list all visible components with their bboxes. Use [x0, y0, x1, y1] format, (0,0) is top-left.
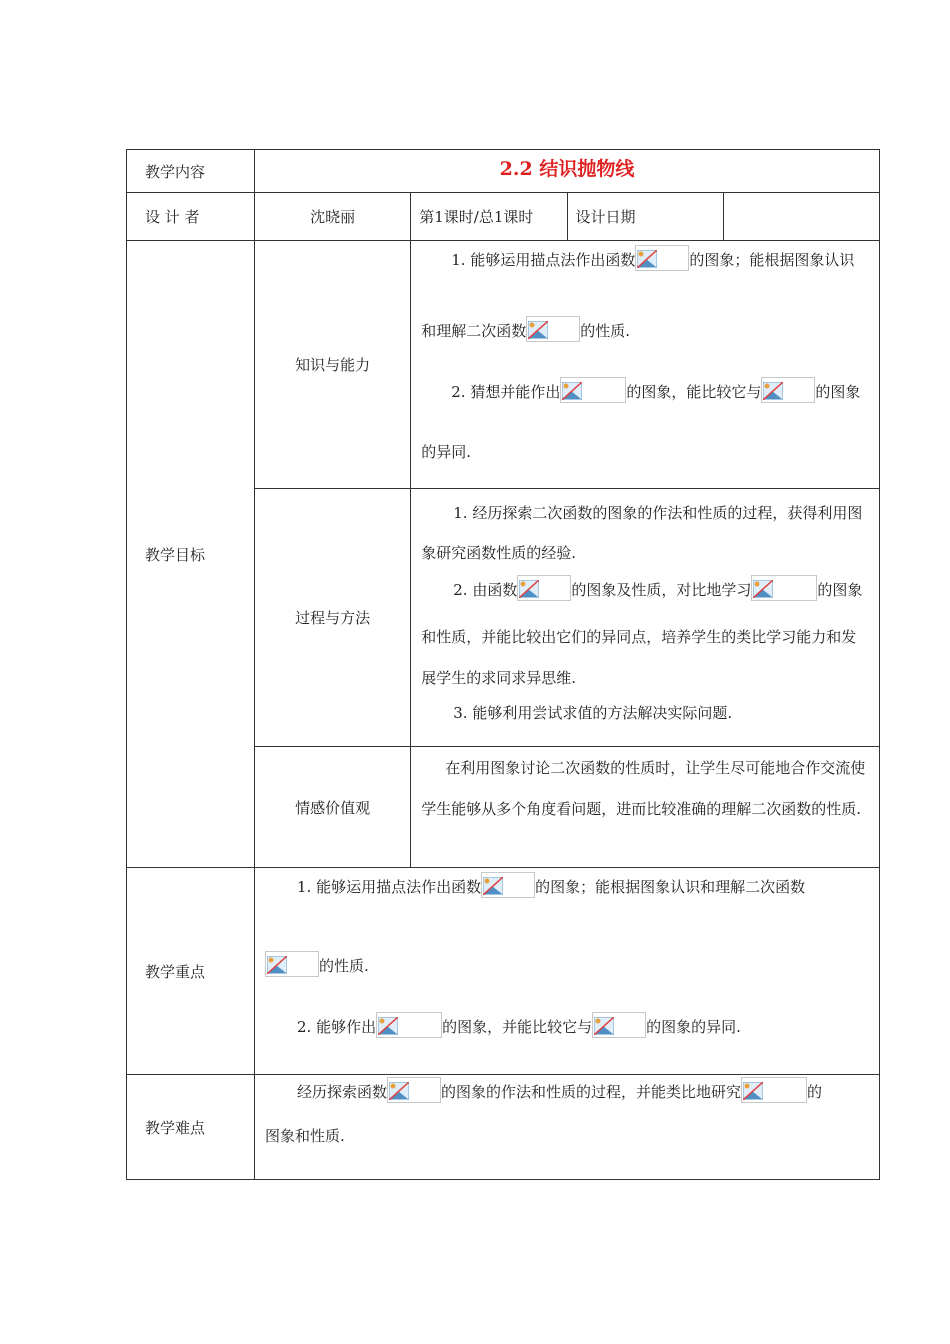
key-label: 教学重点 — [127, 868, 255, 1075]
difficulty-content: 经历探索函数 的图象的作法和性质的过程，并能类比地研究 的 图象和性质. — [255, 1075, 880, 1180]
content-label: 教学内容 — [127, 150, 255, 193]
formula-image-icon — [387, 1077, 441, 1103]
formula-image-icon — [635, 245, 689, 271]
period-cell: 第1课时/总1课时 — [411, 193, 567, 241]
designer-label: 设 计 者 — [127, 193, 255, 241]
emotion-content: 在利用图象讨论二次函数的性质时，让学生尽可能地合作交流使学生能够从多个角度看问题，进而比较准确的理解二次函数的性质. — [411, 747, 880, 868]
designer-row — [127, 193, 880, 241]
formula-image-icon — [592, 1012, 646, 1038]
formula-image-icon — [376, 1012, 442, 1038]
knowledge-label: 知识与能力 — [255, 241, 411, 489]
designer-name: 沈晓丽 — [255, 193, 411, 241]
formula-image-icon — [751, 575, 817, 601]
formula-image-icon — [517, 575, 571, 601]
page-title: 2.2 结识抛物线 — [255, 150, 880, 193]
formula-image-icon — [481, 872, 535, 898]
key-row — [127, 868, 880, 1075]
formula-image-icon — [560, 377, 626, 403]
lesson-plan-table — [126, 149, 880, 1180]
difficulty-row — [127, 1075, 880, 1180]
process-content: 1. 经历探索二次函数的图象的作法和性质的过程，获得利用图象研究函数性质的经验. 2. 由函数 的图象及性质，对比地学习 的图象 和性质，并能比较出它们的异同点，培养学生的类比学习能力和发展学生的求同求异思维. 3. 能够利用尝试求值的方法解决实际问题. — [411, 489, 880, 747]
date-label: 设计日期 — [567, 193, 723, 241]
goals-label: 教学目标 — [127, 241, 255, 868]
formula-image-icon — [761, 377, 815, 403]
difficulty-label: 教学难点 — [127, 1075, 255, 1180]
goals-knowledge-row — [127, 241, 880, 489]
formula-image-icon — [526, 316, 580, 342]
emotion-label: 情感价值观 — [255, 747, 411, 868]
formula-image-icon — [741, 1077, 807, 1103]
knowledge-content: 1. 能够运用描点法作出函数 的图象；能根据图象认识 和理解二次函数 的性质. 2. 猜想并能作出 的图象，能比较它与 的图象 的异同. — [411, 241, 880, 489]
title-row — [127, 150, 880, 193]
process-label: 过程与方法 — [255, 489, 411, 747]
date-value — [723, 193, 879, 241]
key-content: 1. 能够运用描点法作出函数 的图象；能根据图象认识和理解二次函数 的性质. 2. 能够作出 的图象，并能比较它与 的图象的异同. — [255, 868, 880, 1075]
formula-image-icon — [265, 951, 319, 977]
